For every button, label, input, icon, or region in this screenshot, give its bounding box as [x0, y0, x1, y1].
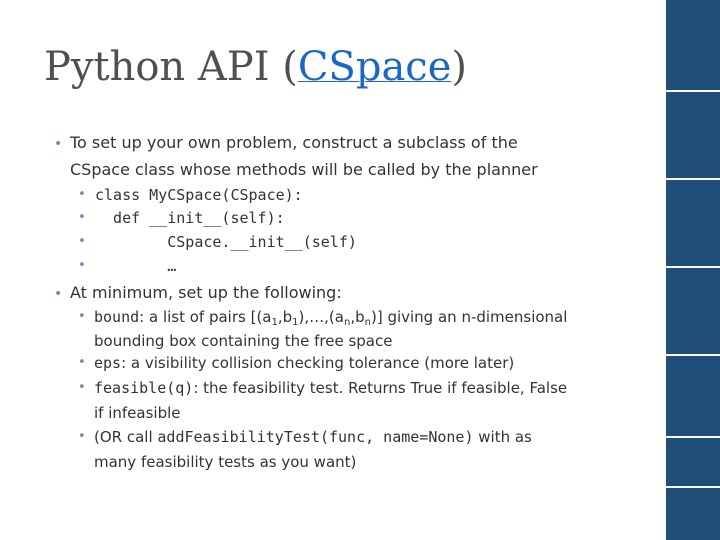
code-text: class MyCSpace(CSpace): [95, 186, 303, 204]
item-bound-cont: bounding box containing the free space [94, 332, 393, 350]
bullet-text: To set up your own problem, construct a subclass of the [70, 133, 518, 152]
text: ,b [350, 308, 365, 326]
title-suffix: ) [451, 44, 467, 90]
text: : the feasibility test. Returns True if feasible, False [193, 379, 568, 397]
bullet-dot: • [78, 210, 86, 225]
bullet-text: At minimum, set up the following: [70, 283, 342, 302]
bullet-dot: • [54, 286, 63, 302]
item-add-test-text [94, 427, 532, 447]
item-feasible-text [94, 378, 567, 398]
text: ,b [277, 308, 293, 326]
code-text: … [95, 257, 177, 275]
bullet-dot: • [78, 309, 86, 324]
subscript: n [364, 317, 371, 328]
subscript: 1 [292, 317, 299, 328]
code-feasible: feasible(q) [94, 379, 194, 397]
cspace-link[interactable]: CSpace [297, 44, 452, 90]
text: : a list of pairs [(a [139, 308, 272, 326]
bullet-dot: • [78, 429, 86, 444]
code-text: def __init__(self): [95, 209, 285, 227]
subscript: n [343, 317, 351, 328]
text: ),…,(a [298, 308, 344, 326]
title-prefix: Python API ( [44, 44, 298, 90]
text: (OR call [94, 428, 158, 446]
bullet-dot: • [78, 234, 86, 249]
slide-title [44, 44, 467, 90]
bullet-dot: • [78, 187, 86, 202]
code-text: CSpace.__init__(self) [95, 233, 357, 251]
text: )] giving an n-dimensional [370, 308, 568, 326]
code-eps: eps [94, 354, 122, 372]
text: with as [473, 428, 532, 446]
bullet-dot: • [54, 136, 63, 152]
text: : a visibility collision checking tolerance (more later) [121, 354, 515, 372]
item-add-test-cont: many feasibility tests as you want) [94, 453, 357, 471]
side-accent-bar [666, 0, 720, 540]
code-bound: bound [94, 308, 140, 326]
item-eps-text [94, 353, 514, 373]
item-feasible-cont: if infeasible [94, 404, 181, 422]
bullet-dot: • [78, 258, 86, 273]
bullet-setup-problem-cont: CSpace class whose methods will be called by the planner [70, 160, 538, 179]
code-add-feasibility-test: addFeasibilityTest(func, name=None) [157, 428, 474, 446]
item-bound-text [94, 307, 567, 333]
bullet-dot: • [78, 355, 86, 370]
bullet-dot: • [78, 380, 86, 395]
subscript: 1 [271, 317, 278, 328]
